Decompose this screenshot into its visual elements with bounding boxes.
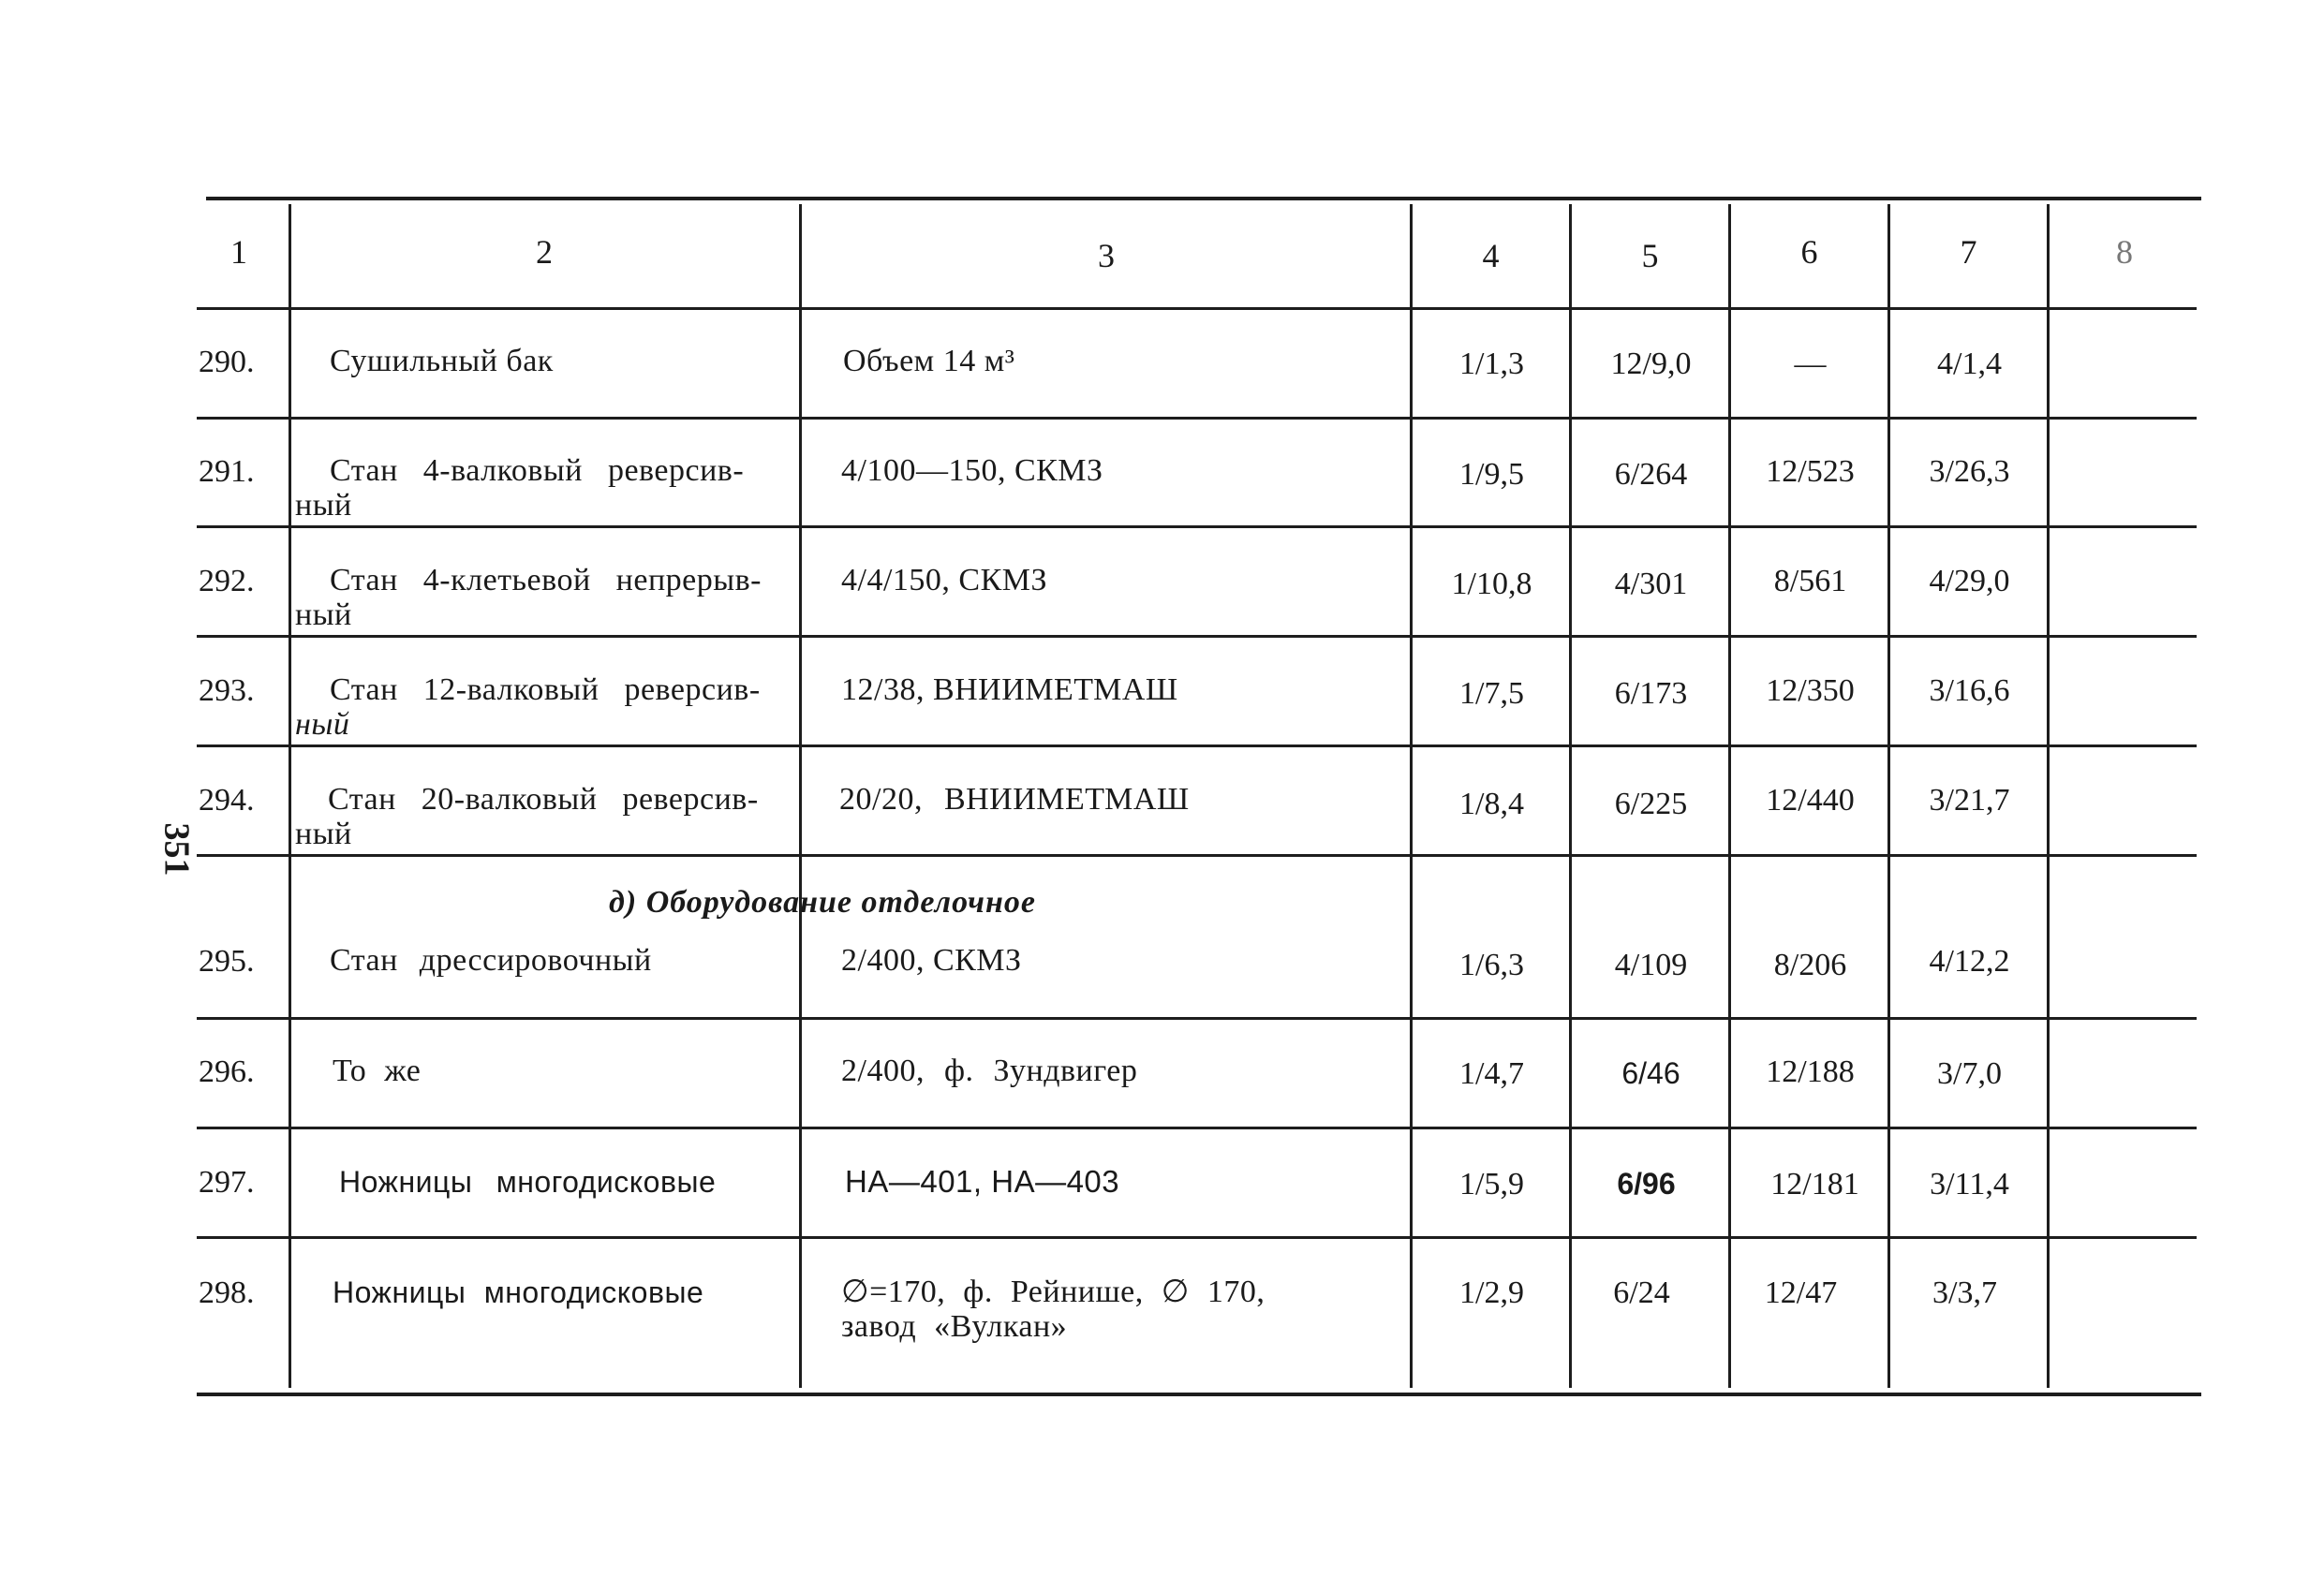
table-top-rule — [206, 197, 2201, 200]
section-title: д) Оборудование отделочное — [609, 885, 1036, 920]
row-number: 294. — [199, 783, 255, 818]
row-number: 296. — [199, 1054, 255, 1089]
col7-value: 3/11,4 — [1930, 1167, 2009, 1201]
column-header: 7 — [1960, 233, 1977, 271]
column-divider — [1569, 204, 1572, 1388]
header-bottom-rule — [197, 307, 2197, 310]
col6-value: 12/440 — [1766, 783, 1855, 818]
row-number: 292. — [199, 564, 255, 598]
item-name: Стан 20-валковый реверсив- — [328, 782, 759, 817]
col5-value: 6/225 — [1614, 787, 1688, 821]
page-number: 351 — [156, 822, 197, 877]
column-divider — [2047, 204, 2050, 1388]
column-divider — [1728, 204, 1731, 1388]
item-spec: 2/400, СКМЗ — [841, 943, 1022, 978]
column-divider — [289, 204, 291, 1388]
col6-value: 12/523 — [1766, 454, 1855, 489]
col6-value: 12/181 — [1770, 1167, 1859, 1201]
col7-value: 4/12,2 — [1929, 944, 2010, 979]
col5-value: 6/173 — [1614, 676, 1688, 711]
item-name-cont: ный — [295, 488, 352, 523]
col7-value: 3/7,0 — [1937, 1056, 2002, 1091]
col7-value: 4/1,4 — [1937, 346, 2002, 381]
item-name: Стан 4-клетьевой непрерыв- — [330, 563, 762, 597]
col6-value: 12/350 — [1766, 673, 1855, 708]
column-header: 6 — [1800, 233, 1818, 271]
row-rule — [197, 417, 2197, 420]
item-spec: Объем 14 м³ — [843, 344, 1015, 378]
col4-value: 1/10,8 — [1451, 567, 1532, 601]
col6-value: 8/206 — [1773, 948, 1847, 982]
column-header: 3 — [1098, 237, 1115, 274]
col5-value: 6/96 — [1617, 1167, 1676, 1201]
row-rule — [197, 1017, 2197, 1020]
row-number: 290. — [199, 345, 255, 379]
row-rule — [197, 854, 2197, 857]
col4-value: 1/8,4 — [1459, 787, 1524, 821]
item-spec-cont: завод «Вулкан» — [841, 1309, 1068, 1344]
col6-value: 8/561 — [1773, 564, 1847, 598]
col7-value: 4/29,0 — [1929, 564, 2010, 598]
item-spec: 12/38, ВНИИМЕТМАШ — [841, 672, 1178, 707]
col4-value: 1/4,7 — [1459, 1056, 1524, 1091]
item-name: Стан дрессировочный — [330, 943, 652, 978]
item-name: Стан 12-валковый реверсив- — [330, 672, 761, 707]
column-header: 8 — [2116, 233, 2133, 271]
row-rule — [197, 525, 2197, 528]
item-name: Сушильный бак — [330, 344, 554, 378]
col4-value: 1/2,9 — [1459, 1275, 1524, 1310]
row-number: 297. — [199, 1165, 255, 1200]
col5-value: 6/24 — [1613, 1275, 1670, 1310]
col4-value: 1/7,5 — [1459, 676, 1524, 711]
col5-value: 6/264 — [1614, 457, 1688, 492]
row-rule — [197, 635, 2197, 638]
row-rule — [197, 1236, 2197, 1239]
column-header: 1 — [230, 233, 247, 271]
col7-value: 3/26,3 — [1929, 454, 2010, 489]
col4-value: 1/5,9 — [1459, 1167, 1524, 1201]
item-spec: 2/400, ф. Зундвигер — [841, 1054, 1138, 1088]
item-spec: ∅=170, ф. Рейнише, ∅ 170, — [841, 1275, 1266, 1309]
col7-value: 3/3,7 — [1932, 1275, 1997, 1310]
col7-value: 3/21,7 — [1929, 783, 2010, 818]
item-name-cont: ный — [295, 707, 350, 742]
row-number: 295. — [199, 944, 255, 979]
col5-value: 12/9,0 — [1610, 346, 1692, 381]
col5-value: 6/46 — [1621, 1056, 1680, 1090]
row-number: 293. — [199, 673, 255, 708]
col6-value: 12/188 — [1766, 1054, 1855, 1089]
column-header: 5 — [1641, 237, 1659, 274]
col4-value: 1/9,5 — [1459, 457, 1524, 492]
item-name: Стан 4-валковый реверсив- — [330, 453, 745, 488]
col6-value: — — [1794, 346, 1827, 381]
item-spec: НА—401, НА—403 — [845, 1164, 1120, 1199]
item-spec: 20/20, ВНИИМЕТМАШ — [839, 782, 1190, 817]
column-header: 4 — [1482, 237, 1500, 274]
col5-value: 4/301 — [1614, 567, 1688, 601]
item-spec: 4/100—150, СКМЗ — [841, 453, 1103, 488]
row-number: 291. — [199, 454, 255, 489]
item-name: Ножницы многодисковые — [339, 1165, 717, 1199]
item-spec: 4/4/150, СКМЗ — [841, 563, 1048, 597]
row-rule — [197, 1127, 2197, 1129]
column-divider — [1887, 204, 1890, 1388]
table-bottom-rule — [197, 1393, 2201, 1396]
row-number: 298. — [199, 1275, 255, 1310]
item-name-cont: ный — [295, 597, 352, 632]
row-rule — [197, 744, 2197, 747]
col7-value: 3/16,6 — [1929, 673, 2010, 708]
col4-value: 1/6,3 — [1459, 948, 1524, 982]
item-name: То же — [333, 1054, 422, 1088]
item-name-cont: ный — [295, 817, 352, 851]
item-name: Ножницы многодисковые — [333, 1275, 704, 1309]
col6-value: 12/47 — [1764, 1275, 1838, 1310]
column-divider — [1410, 204, 1413, 1388]
column-header: 2 — [536, 233, 553, 271]
column-divider — [799, 204, 802, 1388]
col5-value: 4/109 — [1614, 948, 1688, 982]
col4-value: 1/1,3 — [1459, 346, 1524, 381]
